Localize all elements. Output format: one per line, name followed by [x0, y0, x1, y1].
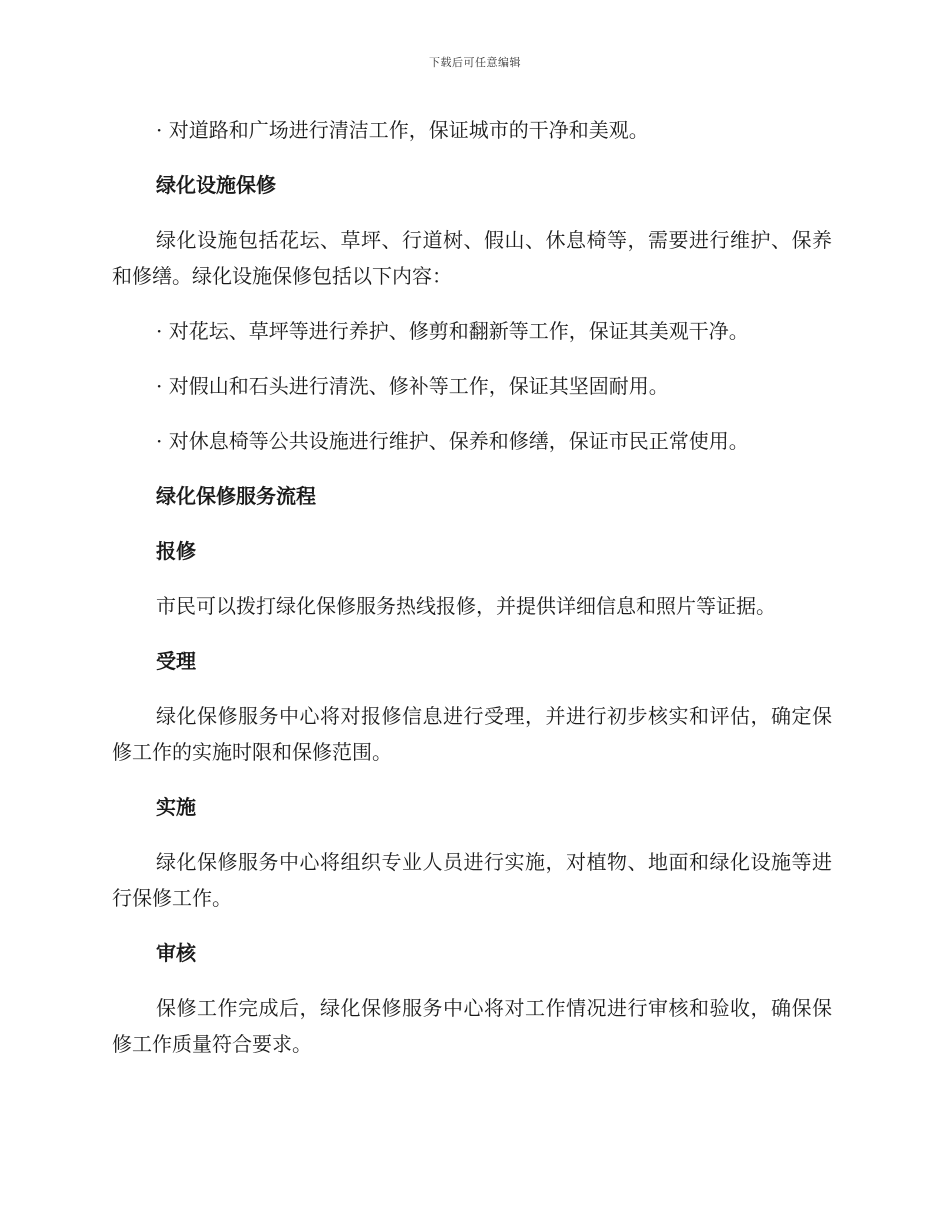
bullet-item: · 对假山和石头进行清洗、修补等工作，保证其坚固耐用。 — [156, 374, 669, 398]
subsection-heading: 受理 — [156, 649, 196, 673]
paragraph: 绿化设施包括花坛、草坪、行道树、假山、休息椅等，需要进行维护、保养和修缮。绿化设施保修包括以下内容： — [112, 228, 832, 288]
document-body — [112, 112, 832, 1062]
section-heading: 绿化设施保修 — [156, 173, 276, 197]
section-heading: 绿化保修服务流程 — [156, 484, 316, 508]
subsection-heading: 实施 — [156, 795, 196, 819]
subsection-heading: 报修 — [156, 539, 196, 563]
bullet-item: · 对花坛、草坪等进行养护、修剪和翻新等工作，保证其美观干净。 — [156, 319, 749, 343]
header-note: 下载后可任意编辑 — [429, 56, 521, 69]
bullet-item: · 对休息椅等公共设施进行维护、保养和修缮，保证市民正常使用。 — [156, 429, 749, 453]
paragraph: 市民可以拨打绿化保修服务热线报修，并提供详细信息和照片等证据。 — [156, 594, 776, 618]
bullet-item: · 对道路和广场进行清洁工作，保证城市的干净和美观。 — [156, 118, 649, 142]
paragraph: 绿化保修服务中心将组织专业人员进行实施，对植物、地面和绿化设施等进行保修工作。 — [112, 850, 832, 910]
paragraph: 保修工作完成后，绿化保修服务中心将对工作情况进行审核和验收，确保保修工作质量符合要求。 — [112, 996, 832, 1056]
paragraph: 绿化保修服务中心将对报修信息进行受理，并进行初步核实和评估，确定保修工作的实施时限和保修范围。 — [112, 704, 832, 764]
subsection-heading: 审核 — [156, 941, 196, 965]
